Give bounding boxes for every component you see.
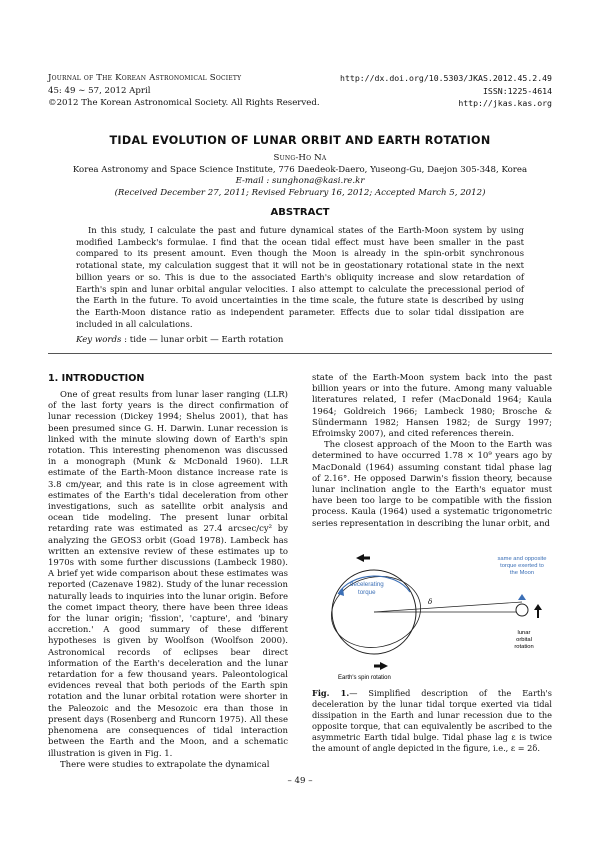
abstract-heading: ABSTRACT (270, 207, 330, 218)
journal-name: Journal of The Korean Astronomical Society (48, 73, 242, 83)
right-column (312, 373, 552, 530)
lunar-label-2: orbital (516, 637, 532, 643)
keywords-label: Key words (76, 335, 122, 345)
lunar-label-3: rotation (514, 644, 534, 650)
keywords (76, 335, 283, 345)
lunar-label-1: lunar (517, 630, 531, 636)
intro-paragraph-2: There were studies to extrapolate the dynamical (60, 759, 270, 770)
moon-torque-arrow-icon (518, 594, 526, 600)
caption-label: Fig. 1. (312, 688, 350, 698)
intro-paragraph-continued: state of the Earth-Moon system back into the past billion years or into the future. Among many valuable literatures related, I refer (MacDonald 1964; Kaula 1964; Goldreich 1966; Lambeck 1980; Brosche & Sündermann 1982; Hansen 1982; de Surgy 1997; Efroimsky 2007), and cited references therein. (312, 373, 552, 440)
journal-header (48, 72, 320, 110)
intro-paragraph-3: The closest approach of the Moon to the Earth was determined to have occurred 1.78 × 10⁹ years ago by MacDonald (1964) assuming constant tidal phase lag of 2.16°. He opposed Darwin's fission theory, because lunar inclination angle to the Earth's equator must have been too large to be compatible with the fission process. Kaula (1964) used a systematic trigonometric series representation in describing the lunar orbit, and (312, 440, 552, 529)
same-torque-label-2: torque exerted to (500, 563, 544, 569)
intro-paragraph-1: One of great results from lunar laser ranging (LLR) of the last forty years is the direct confirmation of lunar recession (Dickey 1994; Shelus 2001), that has been presumed since G. H. Darwin. Lunar recession is linked with the minute slowing down of Earth's spin rotation. This interesting phenomenon was discussed in a monograph (Munk & McDonald 1960). LLR estimate of the Earth-Moon distance increase rate is 3.8 cm/year, and this rate is in close agreement with estimates of the Earth's tidal deceleration from other investigations, such as satellite orbit analysis and ocean tide modeling. The present lunar orbital retarding rate was estimated as 27.4 arcsec/cy² by analyzing the GEOS3 orbit (Goad 1978). Lambeck has written an extensive review of these estimates up to 1970s with some further discussions (Lambeck 1980). A brief yet wide comparison about these estimates was reported (Cazenave 1982). Study of the lunar recession naturally leads to inquiries into the lunar origin. Before the comet impact theory, there have been three ideas for the lunar origin; 'fission', 'capture', and 'binary accretion.' A good summary of these different hypotheses is given by Woolfson (Woolfson 2000). Astronomical records of eclipses bear direct information of the Earth's deceleration and the lunar retardation for a few thousand years. Paleontological evidences reveal that both periods of the Earth spin rotation and the lunar orbital rotation were shorter in the Paleozoic and the Mesozoic era than those in present days (Rosenberg and Runcorn 1975). All these phenomena are consequences of tidal interaction between the Earth and the Moon, and a schematic illustration is given in Fig. 1. (48, 390, 288, 759)
same-torque-label-3: the Moon (509, 570, 535, 576)
doi-link[interactable]: http://dx.doi.org/10.5303/JKAS.2012.45.2.49 (340, 73, 552, 83)
abstract-text: In this study, I calculate the past and future dynamical states of the Earth-Moon system by using modified Lambeck's formulae. I find that the ocean tidal effect must have been smaller in the past compared to its present amount. Even though the Moon is already in the spin-orbit synchronous rotational state, my calculation suggest that it will not be in geostationary rotational state in the next billion years or so. This is due to the associated Earth's obliquity increase and slow retardation of Earth's spin and lunar orbital angular velocities. I also attempt to calculate the precessional period of the Earth in the future. To avoid uncertainties in the time scale, the future state is described by using the Earth-Moon distance ratio as independent parameter. Effects due to solar tidal dissipation are included in all calculations. (76, 225, 524, 329)
left-column (48, 390, 288, 771)
figure-caption (312, 688, 552, 754)
paper-title: TIDAL EVOLUTION OF LUNAR ORBIT AND EARTH ROTATION (109, 134, 491, 147)
earth-bottom-arrow-icon (380, 662, 388, 670)
copyright-line: ©2012 The Korean Astronomical Society. All Rights Reserved. (48, 98, 320, 108)
torque-label: torque (358, 589, 376, 596)
affiliation: Korea Astronomy and Space Science Institute, 776 Daedeok-Daero, Yuseong-Gu, Daejon 305-348, Korea (72, 164, 528, 175)
keywords-list: : tide — lunar orbit — Earth rotation (121, 335, 284, 345)
author-name: Sung-Ho Na (273, 153, 327, 163)
journal-url-link[interactable]: http://jkas.kas.org (458, 98, 552, 108)
figure-1 (312, 552, 552, 682)
section-heading: 1. INTRODUCTION (48, 373, 145, 384)
divider (48, 353, 552, 354)
decelerating-label: decelerating (350, 581, 384, 588)
lunar-orbit-arrow-icon (534, 604, 542, 610)
author-block (0, 153, 600, 199)
page-number: – 49 – (287, 776, 313, 786)
same-torque-label-1: same and opposite (497, 556, 547, 562)
received-dates: (Received December 27, 2011; Revised February 16, 2012; Accepted March 5, 2012) (114, 187, 486, 198)
delta-label: δ (428, 598, 433, 606)
earth-left-arrow-icon (356, 554, 364, 562)
journal-links (340, 72, 552, 110)
volume-line: 45: 49 ∼ 57, 2012 April (48, 85, 151, 96)
moon-body (516, 604, 528, 616)
issn: ISSN:1225-4614 (482, 85, 552, 96)
email: E-mail : sunghona@kasi.re.kr (235, 176, 365, 187)
caption-text: — Simplified description of the Earth's deceleration by the lunar tidal torque exerted via tidal dissipation in the Earth and lunar recession due to the opposite torque, that can equivalently be ascribed to the asymmetric Earth tidal bulge. Tidal phase lag ε is twice the amount of angle depicted in the figure, i.e., ε = 2δ. (312, 688, 552, 753)
spin-rotation-label: Earth's spin rotation (338, 675, 391, 681)
